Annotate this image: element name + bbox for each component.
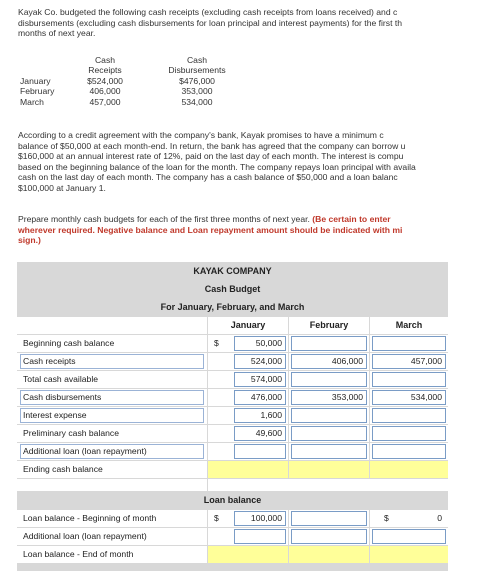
row-label-loan-end: Loan balance - End of month [17, 546, 207, 563]
receipts-header-2: Receipts [88, 65, 122, 76]
row-label-total-cash: Total cash available [17, 371, 207, 388]
feb-disb-cell [289, 389, 369, 406]
jan-cash-receipts-input[interactable]: 524,000 [234, 354, 286, 369]
row-label-additional-loan [17, 443, 207, 460]
month-header-february: February [289, 317, 369, 334]
mar-loan-beginning-cell [370, 510, 448, 527]
jan-beginning-cash-cell [208, 335, 288, 352]
feb-disb-input[interactable]: 353,000 [291, 390, 367, 405]
cash-disbursements-label-field[interactable]: Cash disbursements [20, 390, 204, 405]
instruction-plain: Prepare monthly cash budgets for each of the first three months of next year. [18, 214, 313, 224]
mar-loan-additional-cell [370, 528, 448, 545]
receipts-january: $524,000 [87, 76, 123, 86]
jan-interest-input[interactable]: 1,600 [234, 408, 286, 423]
jan-disb-input[interactable]: 476,000 [234, 390, 286, 405]
intro-line-3: months of next year. [18, 28, 96, 39]
receipts-march: 457,000 [89, 96, 121, 107]
mar-interest-input[interactable] [372, 408, 446, 423]
instruction-line-1 [18, 214, 496, 225]
row-label-preliminary: Preliminary cash balance [17, 425, 207, 442]
feb-ending-cash-cell[interactable] [289, 461, 369, 478]
mar-cash-receipts-cell [370, 353, 448, 370]
jan-loan-beginning-cell [208, 510, 288, 527]
additional-loan-label-field[interactable]: Additional loan (loan repayment) [20, 444, 204, 459]
receipts-february: 406,000 [89, 86, 121, 97]
feb-additional-loan-cell [289, 443, 369, 460]
mar-beginning-cash-cell [370, 335, 448, 352]
mar-additional-loan-cell [370, 443, 448, 460]
feb-total-cash-cell [289, 371, 369, 388]
feb-loan-additional-cell [289, 528, 369, 545]
row-label-cash-receipts [17, 353, 207, 370]
mar-loan-end-cell[interactable] [370, 546, 448, 563]
feb-interest-cell [289, 407, 369, 424]
spacer-label [17, 479, 207, 491]
feb-cash-receipts-cell [289, 353, 369, 370]
mar-disb-cell [370, 389, 448, 406]
intro-line-1: Kayak Co. budgeted the following cash receipts (excluding cash receipts from loans received) and c [18, 7, 398, 17]
row-label-loan-beginning: Loan balance - Beginning of month [17, 510, 207, 527]
mar-disb-input[interactable]: 534,000 [372, 390, 446, 405]
month-header-blank [17, 317, 207, 334]
feb-preliminary-cell [289, 425, 369, 442]
receipts-table [0, 0, 496, 120]
disb-january: $476,000 [179, 76, 215, 86]
feb-loan-beginning-cell [289, 510, 369, 527]
disb-header-1: Cash [186, 55, 208, 65]
budget-period: For January, February, and March [17, 298, 448, 316]
feb-loan-additional-input[interactable] [291, 529, 367, 544]
instruction-line-3: sign.) [18, 235, 41, 246]
interest-label-field[interactable]: Interest expense [20, 408, 204, 423]
jan-cash-receipts-cell [208, 353, 288, 370]
feb-additional-loan-input[interactable] [291, 444, 367, 459]
mar-cash-receipts-input[interactable]: 457,000 [372, 354, 446, 369]
jan-preliminary-cell [208, 425, 288, 442]
row-label-cash-disbursements [17, 389, 207, 406]
loan-balance-title: Loan balance [17, 492, 448, 509]
feb-interest-input[interactable] [291, 408, 367, 423]
feb-loan-end-cell[interactable] [289, 546, 369, 563]
mar-preliminary-input[interactable] [372, 426, 446, 441]
jan-additional-loan-input[interactable] [234, 444, 286, 459]
feb-cash-receipts-input[interactable]: 406,000 [291, 354, 367, 369]
row-label-ending-cash: Ending cash balance [17, 461, 207, 478]
agreement-line-1: According to a credit agreement with the company's bank, Kayak promises to have a minimum c [18, 130, 384, 140]
jan-loan-additional-cell [208, 528, 288, 545]
mar-interest-cell [370, 407, 448, 424]
receipts-header-1: Cash [94, 55, 116, 65]
month-header-january: January [208, 317, 288, 334]
mar-additional-loan-input[interactable] [372, 444, 446, 459]
jan-total-cash-cell [208, 371, 288, 388]
agreement-line-2: balance of $50,000 at each month-end. In return, the bank has agreed that the company can borrow u [18, 140, 406, 151]
feb-beginning-cash-cell [289, 335, 369, 352]
mar-ending-cash-cell[interactable] [370, 461, 448, 478]
month-header-march: March [370, 317, 448, 334]
mar-preliminary-cell [370, 425, 448, 442]
spacer-values [208, 479, 448, 491]
budget-title: Cash Budget [17, 280, 448, 298]
jan-interest-cell [208, 407, 288, 424]
agreement-line-5: cash on the last day of each month. The company has a cash balance of $50,000 and a loan balanc [18, 172, 398, 183]
jan-disb-cell [208, 389, 288, 406]
jan-loan-currency-sign: $ [214, 513, 219, 523]
disb-february: 353,000 [181, 86, 213, 97]
row-label-interest [17, 407, 207, 424]
row-label-loan-additional: Additional loan (loan repayment) [17, 528, 207, 545]
mar-beginning-cash-input[interactable] [372, 336, 446, 351]
feb-total-cash-input[interactable] [291, 372, 367, 387]
mar-loan-beginning-value[interactable]: 0 [396, 511, 446, 526]
month-february: February [20, 86, 55, 97]
cash-receipts-label-field[interactable]: Cash receipts [20, 354, 204, 369]
disb-header-2: Disbursements [168, 65, 226, 76]
disb-march: 534,000 [181, 96, 213, 107]
mar-loan-additional-input[interactable] [372, 529, 446, 544]
intro-line-2: disbursements (excluding cash disbursements for loan principal and interest payments) for the first th [18, 17, 403, 28]
agreement-line-4: based on the beginning balance of the loan for the month. The company repays loan principal with availa [18, 161, 416, 172]
company-name: KAYAK COMPANY [17, 262, 448, 280]
month-march: March [20, 96, 44, 107]
mar-total-cash-cell [370, 371, 448, 388]
cash-budget-table [17, 262, 448, 571]
feb-preliminary-input[interactable] [291, 426, 367, 441]
jan-beginning-cash-input[interactable]: 50,000 [234, 336, 286, 351]
month-january: January [20, 76, 51, 86]
feb-beginning-cash-input[interactable] [291, 336, 367, 351]
jan-total-cash-input[interactable]: 574,000 [234, 372, 286, 387]
agreement-line-6: $100,000 at January 1. [18, 183, 106, 193]
instruction-line-2: wherever required. Negative balance and Loan repayment amount should be indicated with mi [18, 224, 403, 235]
mar-total-cash-input[interactable] [372, 372, 446, 387]
feb-loan-beginning-input[interactable] [291, 511, 367, 526]
agreement-line-3: $160,000 at an annual interest rate of 12%, paid on the last day of each month. The interest is compu [18, 151, 404, 162]
jan-additional-loan-cell [208, 443, 288, 460]
mar-loan-currency-sign: $ [384, 513, 389, 523]
jan-loan-end-cell[interactable] [208, 546, 288, 563]
jan-loan-beginning-input[interactable]: 100,000 [234, 511, 286, 526]
jan-ending-cash-cell[interactable] [208, 461, 288, 478]
jan-currency-sign: $ [214, 338, 219, 348]
jan-loan-additional-input[interactable] [234, 529, 286, 544]
jan-preliminary-input[interactable]: 49,600 [234, 426, 286, 441]
instruction-red-1: (Be certain to enter [312, 214, 391, 224]
row-label-beginning-cash: Beginning cash balance [17, 335, 207, 352]
